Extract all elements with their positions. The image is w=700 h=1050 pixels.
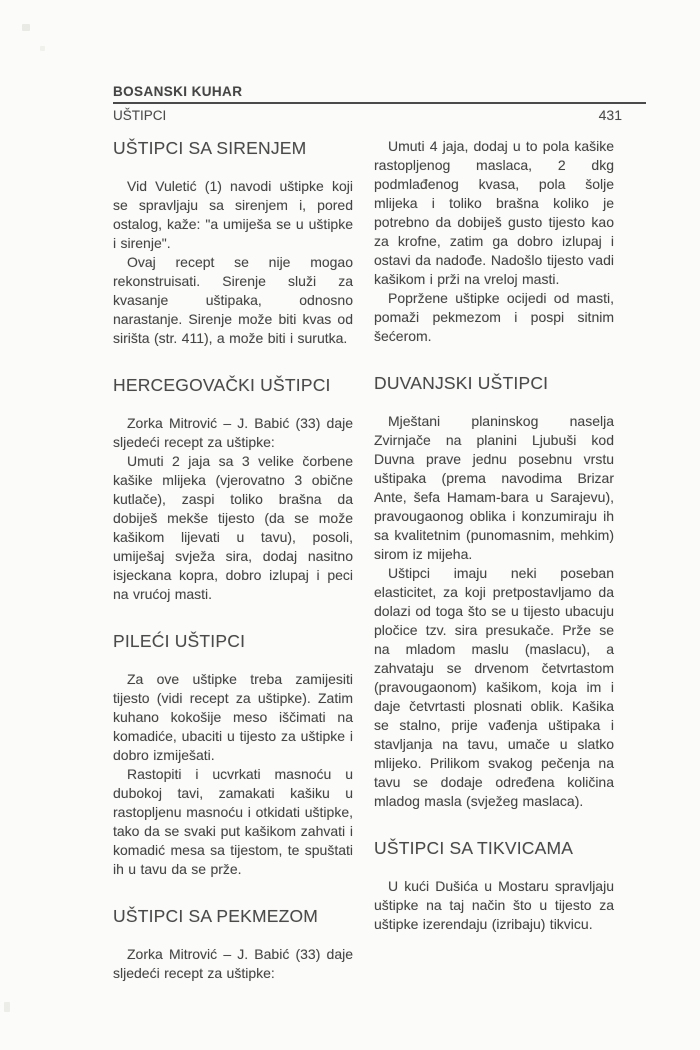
recipe-paragraph: Zorka Mitrović – J. Babić (33) daje sljedeći recept za uštipke:	[113, 946, 353, 981]
recipe-paragraph: Umuti 2 jaja sa 3 velike čorbene kašike mlijeka (vjerovatno 3 obične kutlače), zaspi toliko brašna da dobiješ mekše tijesto (da se može kašikom lijevati u tavu), posoli, umiješaj svježa sira, dodaj nasitno isjeckana kopra, dobro izlupaj i peci na vrućoj masti.	[113, 453, 353, 602]
recipe-paragraph: Vid Vuletić (1) navodi uštipke koji se spravljaju sa sirenjem i, pored ostalog, kaže: "a umiješa se u uštipke i sirenje".	[113, 178, 353, 251]
page-header	[113, 84, 646, 123]
recipe-heading-ustipci-sa-tikvicama: UŠTIPCI SA TIKVICAMA	[374, 838, 574, 858]
page-number: 431	[598, 107, 622, 123]
chapter-title: UŠTIPCI	[113, 108, 167, 123]
recipe-heading-ustipci-sa-pekmezom: UŠTIPCI SA PEKMEZOM	[113, 906, 319, 926]
scan-artifact	[40, 46, 45, 51]
scan-artifact	[22, 24, 30, 31]
left-column	[113, 137, 353, 983]
recipe-paragraph: Ovaj recept se nije mogao rekonstruisati. Sirenje služi za kvasanje uštipaka, odnosno narastanje. Sirenje može biti kvas od sirišta (str. 411), a može biti i surutka.	[113, 254, 353, 346]
recipe-paragraph: Za ove uštipke treba zamijesiti tijesto (vidi recept za uštipke). Zatim kuhano kokošije meso iščimati na komadiće, ubaciti u tijesto za uštipke i dobro izmiješati.	[113, 671, 353, 763]
scan-artifact	[4, 1002, 10, 1012]
recipe-heading-pileci-ustipci: PILEĆI UŠTIPCI	[113, 631, 246, 651]
recipe-paragraph: Umuti 4 jaja, dodaj u to pola kašike rastopljenog maslaca, 2 dkg podmlađenog kvasa, pola šolje mlijeka i toliko brašna koliko je potrebno da dobiješ gusto tijesto kao za krofne, zatim ga dobro izlupaj i ostavi da nadođe. Nadošlo tijesto vadi kašikom i prži na vreloj masti.	[374, 138, 614, 287]
two-column-text-block	[113, 137, 700, 983]
book-title: BOSANSKI KUHAR	[113, 84, 646, 104]
recipe-paragraph: Popržene uštipke ocijedi od masti, pomaži pekmezom i pospi sitnim šećerom.	[374, 290, 614, 344]
recipe-paragraph: Zorka Mitrović – J. Babić (33) daje sljedeći recept za uštipke:	[113, 415, 353, 450]
right-column	[374, 137, 614, 983]
recipe-paragraph: Mještani planinskog naselja Zvirnjače na planini Ljubuši kod Duvna prave jednu posebnu vrstu uštipaka (prema navodima Brizar Ante, šefa Hamam-bara u Sarajevu), pravougaonog oblika i konzumiraju ih sa kvalitetnim (punomasnim, mehkim) sirom iz mijeha.	[374, 413, 614, 562]
recipe-heading-duvanjski-ustipci: DUVANJSKI UŠTIPCI	[374, 373, 549, 393]
recipe-heading-hercegovacki-ustipci: HERCEGOVAČKI UŠTIPCI	[113, 375, 331, 395]
recipe-paragraph: Rastopiti i ucvrkati masnoću u dubokoj tavi, zamakati kašiku u rastopljenu masnoću i otkidati uštipke, tako da se svaki put kašikom zahvati i komadić mesa sa tijestom, te spuštati ih u tavu da se prže.	[113, 766, 353, 877]
running-head	[113, 107, 646, 123]
recipe-paragraph: Uštipci imaju neki poseban elasticitet, za koji pretpostavljamo da dolazi od toga što se u tijesto ubacuju pločice tzv. sira presukače. Prže se na mladom maslu (maslacu), a zahvataju se drvenom četvrtastom (pravougaonom) kašikom, koja im i daje četvrtasti plosnati oblik. Kašika se stalno, prije vađenja uštipaka i stavljanja na tavu, umače u slatko mlijeko. Prilikom svakog pečenja na tavu se dodaje određena količina mladog masla (svježeg maslaca).	[374, 565, 614, 809]
recipe-paragraph: U kući Dušića u Mostaru spravljaju uštipke na taj način što u tijesto za uštipke izerendaju (izribaju) tikvicu.	[374, 878, 614, 932]
recipe-heading-ustipci-sa-sirenjem: UŠTIPCI SA SIRENJEM	[113, 138, 307, 158]
